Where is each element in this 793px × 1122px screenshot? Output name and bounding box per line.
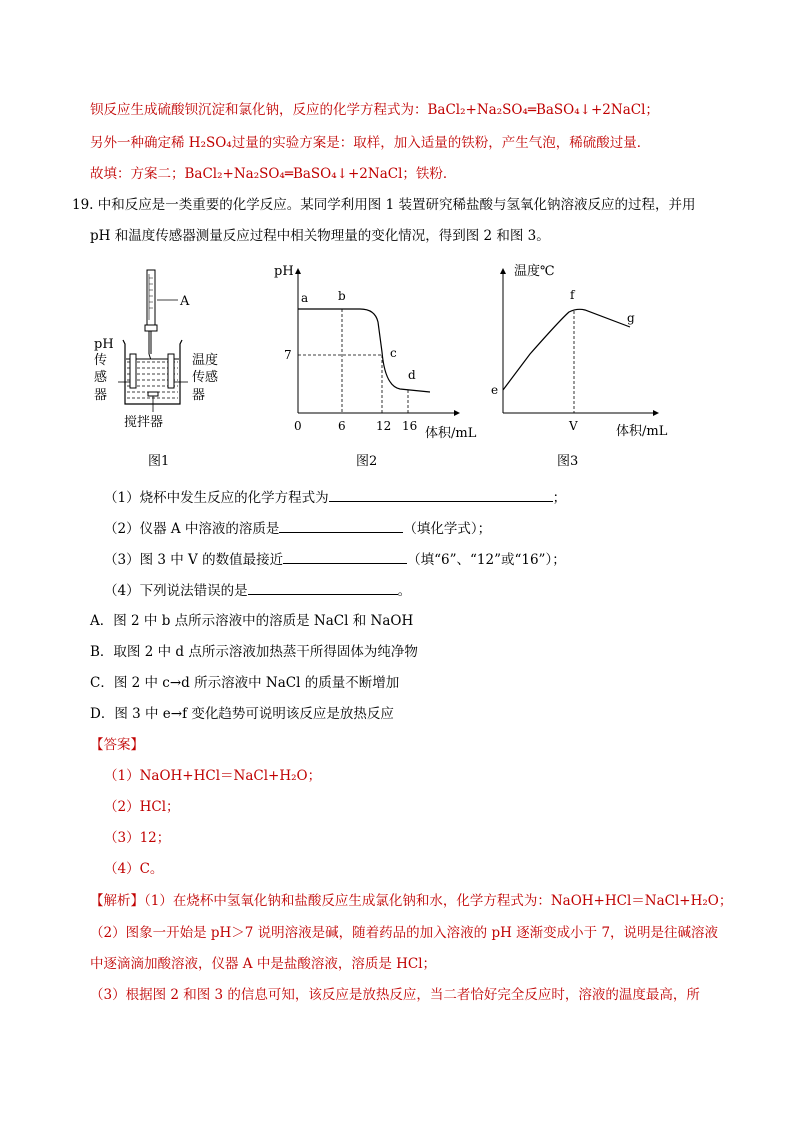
stirrer-bar (148, 392, 158, 396)
answer-1: （1）NaOH+HCl＝NaCl+H₂O； (104, 768, 322, 784)
y-axis-label: pH (274, 264, 294, 279)
point-e: e (491, 383, 499, 397)
question-stem-1 (72, 196, 695, 214)
option-d: D．图 3 中 e→f 变化趋势可说明该反应是放热反应 (90, 706, 394, 722)
answer-blank-2[interactable] (279, 518, 403, 533)
label-ph-sensor-2: 传 (94, 353, 108, 368)
analysis-line-4: （3）根据图 2 和图 3 的信息可知，该反应是放热反应，当二者恰好完全反应时，溶液的温度最高，所 (90, 987, 700, 1003)
sub-question-2: （2）仪器 A 中溶液的溶质是 （填化学式）； (104, 518, 491, 538)
analysis-line-3: 中逐滴滴加酸溶液，仪器 A 中是盐酸溶液，溶质是 HCl； (90, 956, 437, 972)
figure-1-apparatus (90, 262, 240, 472)
label-temp-sensor-3: 器 (192, 388, 206, 403)
temperature-sensor (168, 354, 174, 388)
label-temp-sensor: 温度 (192, 353, 219, 368)
sub-question-3: （3）图 3 中 V 的数值最接近 （填“6”、“12”或“16”）； (104, 549, 566, 569)
x-tick-16: 16 (402, 419, 418, 433)
answer-2: （2）HCl； (104, 799, 180, 815)
option-b: B．取图 2 中 d 点所示溶液加热蒸干所得固体为纯净物 (90, 644, 418, 660)
point-g: g (627, 311, 635, 325)
analysis-heading: 【解析】 (90, 893, 144, 909)
temperature-curve (503, 309, 630, 390)
point-a: a (301, 291, 309, 305)
option-a: A．图 2 中 b 点所示溶液中的溶质是 NaCl 和 NaOH (90, 613, 414, 629)
answer-4: （4）C。 (104, 861, 164, 877)
figure-2-caption: 图2 (356, 454, 378, 469)
option-c: C．图 2 中 c→d 所示溶液中 NaCl 的质量不断增加 (90, 675, 400, 691)
x-axis-label: 体积/mL (616, 424, 668, 439)
question-stem-text: 中和反应是一类重要的化学反应。某同学利用图 1 装置研究稀盐酸与氢氧化钠溶液反应的过程，并用 (97, 197, 696, 213)
label-ph-sensor-3: 感 (94, 370, 108, 385)
y-axis-label: 温度℃ (514, 264, 555, 279)
x-tick-12: 12 (376, 419, 392, 433)
question-stem-2: pH 和温度传感器测量反应过程中相关物理量的变化情况，得到图 2 和图 3。 (90, 228, 550, 244)
figure-2-ph-chart (270, 262, 485, 472)
x-tick-6: 6 (338, 419, 346, 433)
x-tick-v: V (569, 419, 578, 433)
x-tick-0: 0 (294, 419, 302, 433)
answer-blank-4[interactable] (248, 580, 398, 595)
intro-line-1: 钡反应生成硫酸钡沉淀和氯化钠，反应的化学方程式为：BaCl₂+Na₂SO₄═BaSO₄↓+2NaCl； (90, 102, 659, 118)
label-stirrer: 搅拌器 (124, 415, 164, 430)
point-f: f (570, 288, 575, 302)
answer-blank-3[interactable] (283, 549, 407, 564)
label-a: A (180, 294, 190, 309)
analysis-line-1: 【解析】（1）在烧杯中氢氧化钠和盐酸反应生成氯化钠和水，化学方程式为：NaOH+HCl＝NaCl+H₂O； (90, 893, 733, 909)
figure-1-caption: 图1 (148, 454, 170, 469)
intro-line-3: 故填：方案二；BaCl₂+Na₂SO₄═BaSO₄↓+2NaCl；铁粉． (90, 166, 457, 182)
sub-question-4: （4）下列说法错误的是 。 (104, 580, 411, 600)
intro-line-2: 另外一种确定稀 H₂SO₄过量的实验方案是：取样，加入适量的铁粉，产生气泡，稀硫酸过量． (90, 135, 651, 151)
label-ph-sensor-4: 器 (94, 388, 108, 403)
answer-blank-1[interactable] (329, 487, 553, 502)
point-b: b (338, 289, 346, 303)
analysis-line-2: （2）图象一开始是 pH＞7 说明溶液是碱，随着药品的加入溶液的 pH 逐渐变成小于 7，说明是往碱溶液 (90, 925, 719, 941)
figure-3-temperature-chart (485, 262, 685, 472)
point-c: c (390, 346, 397, 360)
sub-question-1: （1）烧杯中发生反应的化学方程式为 ； (104, 487, 566, 507)
label-temp-sensor-2: 传感 (192, 370, 219, 385)
label-ph-sensor: pH (94, 337, 114, 352)
figure-3-caption: 图3 (557, 454, 579, 469)
point-d: d (408, 368, 416, 382)
y-tick-7: 7 (284, 348, 292, 362)
x-axis-label: 体积/mL (425, 426, 477, 441)
ph-sensor (130, 354, 136, 388)
answer-heading: 【答案】 (90, 737, 144, 753)
question-number: 19. (72, 197, 94, 213)
answer-3: （3）12； (104, 830, 171, 846)
